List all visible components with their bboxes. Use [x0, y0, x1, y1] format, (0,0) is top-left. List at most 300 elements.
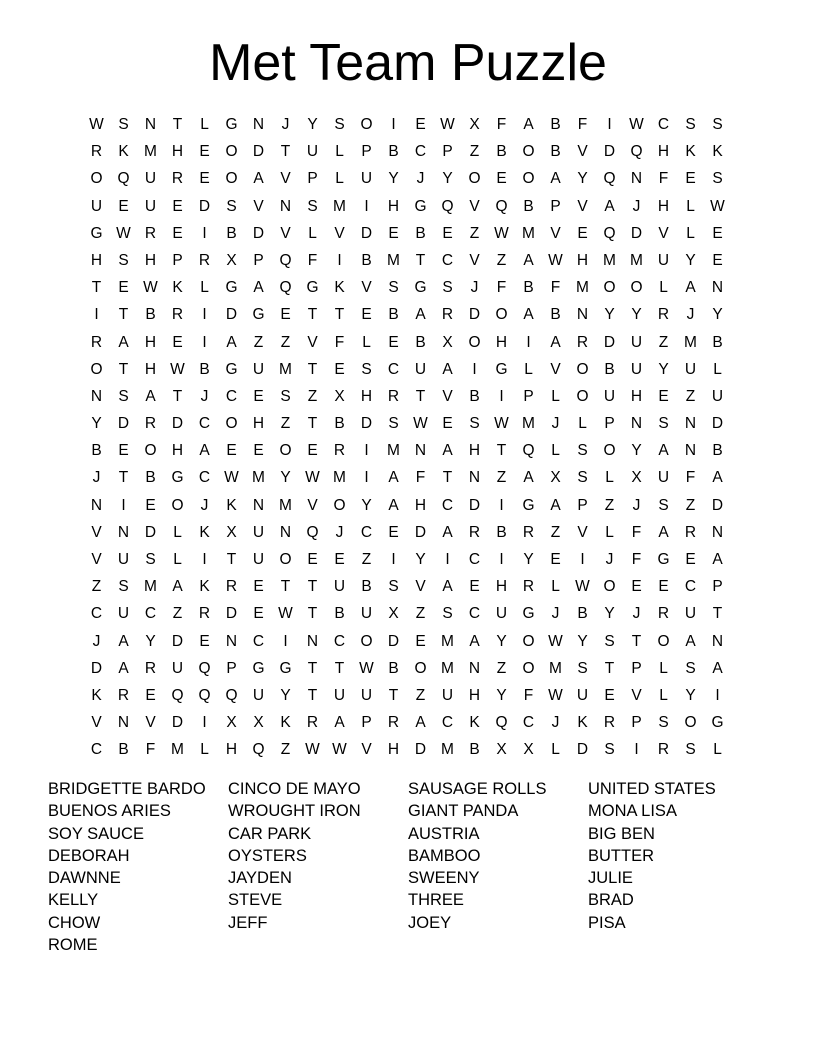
grid-letter: C — [90, 741, 103, 759]
grid-letter: L — [308, 224, 317, 242]
grid-letter: V — [280, 170, 291, 188]
grid-letter: B — [577, 605, 588, 623]
grid-letter: R — [171, 170, 184, 188]
grid-letter: O — [576, 387, 589, 405]
grid-letter: P — [604, 415, 615, 433]
grid-letter: E — [712, 251, 723, 269]
grid-letter: E — [334, 360, 345, 378]
grid-letter: S — [280, 387, 291, 405]
grid-letter: F — [307, 251, 318, 269]
grid-letter: P — [523, 387, 534, 405]
grid-letter: U — [117, 605, 130, 623]
grid-letter: J — [632, 197, 641, 215]
grid-letter: I — [364, 442, 369, 460]
grid-letter: R — [171, 306, 184, 324]
grid-letter: S — [469, 415, 480, 433]
grid-letter: V — [577, 143, 588, 161]
grid-letter: K — [577, 714, 588, 732]
grid-letter: D — [144, 523, 157, 541]
grid-letter: V — [307, 333, 318, 351]
grid-letter: Y — [280, 469, 291, 487]
grid-letter: A — [118, 333, 129, 351]
grid-letter: R — [144, 415, 157, 433]
grid-letter: L — [173, 551, 182, 568]
grid-letter: T — [442, 469, 453, 487]
grid-letter: E — [442, 415, 453, 433]
grid-letter: N — [252, 496, 265, 514]
grid-letter: M — [387, 251, 400, 269]
grid-letter: Y — [712, 306, 723, 324]
grid-letter: P — [712, 578, 723, 596]
grid-letter: K — [712, 143, 723, 161]
grid-letter: D — [468, 306, 481, 324]
grid-letter: H — [144, 333, 157, 351]
grid-letter: V — [577, 197, 588, 215]
grid-letter: Q — [306, 523, 319, 541]
grid-letter: O — [144, 442, 157, 460]
grid-letter: S — [658, 415, 669, 433]
word-list-item: DAWNNE — [48, 869, 121, 888]
grid-letter: N — [711, 279, 724, 297]
grid-letter: J — [632, 605, 641, 623]
grid-letter: E — [388, 333, 399, 351]
grid-letter: L — [659, 279, 668, 297]
grid-letter: R — [333, 442, 346, 460]
grid-letter: Y — [577, 170, 588, 188]
grid-letter: F — [685, 469, 696, 487]
word-list-item: CINCO DE MAYO — [228, 780, 361, 798]
word-list-item: SAUSAGE ROLLS — [408, 780, 547, 798]
grid-letter: V — [361, 741, 372, 759]
grid-letter: M — [441, 632, 454, 650]
grid-letter: V — [280, 224, 291, 242]
grid-letter: V — [550, 360, 561, 378]
grid-letter: V — [91, 551, 102, 568]
grid-letter: S — [118, 387, 129, 405]
grid-letter: G — [495, 360, 508, 378]
grid-letter: E — [307, 551, 318, 568]
grid-letter: X — [226, 251, 237, 269]
grid-letter: U — [252, 551, 265, 568]
grid-letter: O — [522, 632, 535, 650]
grid-letter: I — [202, 551, 207, 568]
grid-letter: O — [225, 170, 238, 188]
grid-letter: Z — [685, 496, 696, 514]
grid-letter: H — [144, 251, 157, 269]
grid-letter: U — [711, 387, 724, 405]
grid-letter: M — [279, 360, 292, 378]
grid-letter: B — [388, 659, 399, 677]
grid-letter: N — [684, 415, 697, 433]
grid-letter: D — [171, 714, 184, 732]
grid-letter: H — [171, 442, 184, 460]
grid-letter: G — [414, 279, 427, 297]
grid-letter: S — [334, 116, 345, 133]
grid-letter: L — [551, 578, 560, 596]
grid-letter: R — [387, 387, 400, 405]
grid-letter: E — [253, 387, 264, 405]
grid-letter: E — [253, 578, 264, 596]
grid-letter: D — [603, 143, 616, 161]
grid-letter: A — [550, 170, 561, 188]
grid-letter: K — [199, 578, 210, 596]
grid-letter: D — [576, 741, 589, 759]
grid-letter: V — [307, 496, 318, 514]
grid-letter: J — [92, 469, 101, 487]
grid-letter: D — [360, 415, 373, 433]
grid-letter: D — [225, 605, 238, 623]
grid-letter: H — [90, 251, 103, 269]
grid-letter: Y — [496, 632, 507, 650]
grid-letter: H — [576, 251, 589, 269]
grid-letter: F — [550, 279, 561, 297]
grid-letter: J — [200, 387, 209, 405]
grid-letter: G — [171, 469, 184, 487]
grid-letter: T — [496, 442, 507, 460]
grid-letter: V — [415, 578, 426, 596]
grid-letter: B — [496, 523, 507, 541]
grid-letter: U — [252, 523, 265, 541]
grid-letter: G — [522, 496, 535, 514]
grid-letter: B — [604, 360, 615, 378]
grid-letter: T — [415, 251, 426, 269]
grid-letter: D — [603, 333, 616, 351]
grid-letter: P — [307, 170, 318, 188]
grid-letter: Z — [91, 578, 102, 596]
grid-letter: D — [414, 523, 427, 541]
grid-letter: A — [172, 578, 183, 596]
grid-letter: V — [550, 224, 561, 242]
grid-letter: I — [94, 306, 99, 324]
grid-letter: T — [307, 360, 318, 378]
grid-letter: Y — [280, 686, 291, 704]
grid-letter: M — [387, 442, 400, 460]
grid-letter: T — [334, 659, 345, 677]
grid-letter: H — [387, 741, 400, 759]
grid-letter: M — [630, 251, 643, 269]
grid-letter: D — [225, 306, 238, 324]
grid-letter: C — [252, 632, 265, 650]
grid-letter: U — [360, 170, 373, 188]
grid-letter: Z — [280, 741, 291, 759]
grid-letter: A — [685, 279, 696, 297]
grid-letter: T — [118, 306, 129, 324]
grid-letter: T — [118, 469, 129, 487]
grid-letter: S — [388, 415, 399, 433]
grid-letter: T — [388, 686, 399, 704]
grid-letter: H — [657, 143, 670, 161]
grid-letter: C — [468, 551, 481, 568]
grid-letter: S — [388, 578, 399, 596]
grid-letter: Z — [685, 387, 696, 405]
grid-letter: I — [364, 197, 369, 215]
word-list-item: KELLY — [48, 891, 99, 910]
grid-letter: E — [442, 224, 453, 242]
grid-letter: O — [603, 279, 616, 297]
grid-letter: Q — [522, 442, 535, 460]
grid-letter: Y — [145, 632, 156, 650]
grid-letter: L — [605, 469, 614, 487]
grid-letter: J — [551, 605, 560, 623]
grid-letter: B — [550, 116, 561, 133]
grid-letter: B — [550, 143, 561, 161]
grid-letter: N — [225, 632, 238, 650]
grid-letter: W — [170, 360, 185, 378]
grid-letter: G — [252, 306, 265, 324]
grid-letter: R — [306, 714, 319, 732]
grid-letter: B — [91, 442, 102, 460]
grid-letter: Y — [388, 170, 399, 188]
grid-letter: R — [387, 714, 400, 732]
grid-letter: I — [445, 551, 450, 568]
grid-letter: R — [441, 306, 454, 324]
grid-letter: A — [658, 442, 669, 460]
grid-letter: D — [468, 496, 481, 514]
grid-letter: H — [495, 333, 508, 351]
grid-letter: K — [685, 143, 696, 161]
grid-letter: L — [578, 415, 587, 433]
grid-letter: W — [548, 251, 563, 269]
grid-letter: Y — [442, 170, 453, 188]
grid-letter: T — [280, 578, 291, 596]
grid-letter: T — [91, 279, 102, 297]
grid-letter: T — [307, 578, 318, 596]
grid-letter: B — [415, 224, 426, 242]
grid-letter: W — [278, 605, 293, 623]
grid-letter: U — [630, 360, 643, 378]
grid-letter: E — [631, 578, 642, 596]
grid-letter: J — [686, 306, 695, 324]
grid-letter: R — [117, 686, 130, 704]
word-list-item: DEBORAH — [48, 846, 130, 865]
grid-letter: O — [225, 143, 238, 161]
grid-letter: T — [307, 686, 318, 704]
grid-letter: P — [631, 714, 642, 732]
grid-letter: K — [334, 279, 345, 297]
grid-letter: O — [657, 632, 670, 650]
grid-letter: G — [225, 360, 238, 378]
grid-letter: F — [415, 469, 426, 487]
grid-letter: G — [90, 224, 103, 242]
grid-letter: O — [522, 143, 535, 161]
grid-letter: W — [305, 469, 320, 487]
grid-letter: H — [468, 686, 481, 704]
grid-letter: G — [522, 605, 535, 623]
grid-letter: W — [332, 741, 347, 759]
grid-letter: K — [199, 523, 210, 541]
grid-letter: E — [469, 578, 480, 596]
grid-letter: Z — [604, 496, 615, 514]
grid-letter: S — [685, 741, 696, 759]
grid-letter: T — [307, 659, 318, 677]
grid-letter: W — [710, 197, 725, 215]
grid-letter: T — [415, 387, 426, 405]
grid-letter: Z — [172, 605, 183, 623]
grid-letter: P — [226, 659, 237, 677]
grid-letter: C — [90, 605, 103, 623]
grid-letter: Z — [496, 251, 507, 269]
word-list-item: JOEY — [408, 913, 452, 932]
word-list-item: MONA LISA — [588, 802, 677, 821]
grid-letter: H — [225, 741, 238, 759]
grid-letter: J — [416, 170, 425, 188]
grid-letter: J — [281, 116, 290, 133]
grid-letter: A — [685, 632, 696, 650]
grid-letter: K — [226, 496, 237, 514]
grid-letter: E — [172, 333, 183, 351]
grid-letter: U — [576, 686, 589, 704]
grid-letter: M — [522, 415, 535, 433]
grid-letter: F — [496, 116, 507, 133]
grid-letter: I — [202, 224, 207, 242]
grid-letter: G — [252, 659, 265, 677]
grid-letter: D — [387, 632, 400, 650]
grid-letter: U — [333, 686, 346, 704]
grid-letter: A — [523, 251, 534, 269]
grid-letter: Q — [117, 170, 130, 188]
grid-letter: E — [280, 306, 291, 324]
grid-letter: P — [253, 251, 264, 269]
grid-letter: Y — [361, 496, 372, 514]
grid-letter: T — [334, 306, 345, 324]
grid-letter: I — [283, 632, 288, 650]
grid-letter: A — [199, 442, 210, 460]
grid-letter: M — [441, 659, 454, 677]
grid-letter: V — [469, 197, 480, 215]
grid-letter: S — [712, 116, 723, 133]
grid-letter: A — [442, 360, 453, 378]
grid-letter: O — [468, 170, 481, 188]
grid-letter: R — [90, 143, 103, 161]
grid-letter: I — [202, 306, 207, 324]
grid-letter: U — [684, 360, 697, 378]
word-list-item: ROME — [48, 936, 98, 955]
grid-letter: W — [494, 415, 509, 433]
grid-letter: C — [468, 605, 481, 623]
word-list-item: CAR PARK — [228, 824, 312, 843]
grid-letter: Q — [495, 197, 508, 215]
grid-letter: H — [144, 360, 157, 378]
grid-letter: B — [550, 306, 561, 324]
grid-letter: C — [441, 496, 454, 514]
grid-letter: E — [685, 551, 696, 568]
grid-letter: I — [202, 714, 207, 732]
grid-letter: E — [253, 442, 264, 460]
word-list-item: AUSTRIA — [408, 824, 480, 843]
grid-letter: D — [117, 415, 130, 433]
grid-letter: E — [172, 224, 183, 242]
grid-letter: A — [442, 442, 453, 460]
grid-letter: X — [550, 469, 561, 487]
grid-letter: L — [200, 279, 209, 297]
word-list-item: SOY SAUCE — [48, 824, 144, 843]
grid-letter: R — [198, 251, 211, 269]
grid-letter: T — [226, 551, 237, 568]
grid-letter: E — [658, 387, 669, 405]
grid-letter: A — [604, 197, 615, 215]
grid-letter: D — [171, 415, 184, 433]
grid-letter: A — [442, 523, 453, 541]
word-list-item: BUTTER — [588, 846, 654, 865]
grid-letter: X — [334, 387, 345, 405]
grid-letter: Q — [279, 279, 292, 297]
grid-letter: H — [657, 197, 670, 215]
grid-letter: T — [172, 387, 183, 405]
grid-letter: C — [144, 605, 157, 623]
grid-letter: I — [526, 333, 531, 351]
grid-letter: U — [306, 143, 319, 161]
grid-letter: R — [468, 523, 481, 541]
grid-letter: I — [580, 551, 585, 568]
grid-letter: E — [577, 224, 588, 242]
grid-letter: N — [630, 170, 643, 188]
grid-letter: J — [92, 632, 101, 650]
grid-letter: X — [388, 605, 399, 623]
grid-letter: C — [414, 143, 427, 161]
grid-letter: H — [387, 197, 400, 215]
grid-letter: Z — [469, 224, 480, 242]
grid-letter: O — [225, 415, 238, 433]
grid-letter: C — [522, 714, 535, 732]
grid-letter: E — [199, 170, 210, 188]
word-list-item: BIG BEN — [588, 824, 655, 843]
grid-letter: N — [144, 116, 157, 133]
grid-letter: S — [442, 279, 453, 297]
grid-letter: R — [603, 714, 616, 732]
grid-letter: V — [658, 224, 669, 242]
grid-letter: A — [415, 714, 426, 732]
grid-letter: K — [172, 279, 183, 297]
grid-letter: L — [605, 523, 614, 541]
grid-letter: Z — [469, 143, 480, 161]
grid-letter: R — [522, 578, 535, 596]
grid-letter: E — [415, 632, 426, 650]
grid-letter: A — [550, 333, 561, 351]
grid-letter: A — [388, 496, 399, 514]
grid-letter: T — [307, 605, 318, 623]
grid-letter: B — [334, 605, 345, 623]
grid-letter: R — [90, 333, 103, 351]
grid-letter: Q — [630, 143, 643, 161]
grid-letter: J — [632, 496, 641, 514]
grid-letter: M — [333, 469, 346, 487]
grid-letter: W — [305, 741, 320, 759]
grid-letter: E — [388, 224, 399, 242]
grid-letter: A — [253, 170, 264, 188]
grid-letter: Q — [198, 659, 211, 677]
grid-letter: S — [118, 251, 129, 269]
grid-letter: V — [631, 686, 642, 704]
grid-letter: D — [414, 741, 427, 759]
grid-letter: D — [252, 224, 265, 242]
word-list-item: STEVE — [228, 891, 283, 910]
grid-letter: I — [391, 551, 396, 568]
grid-letter: B — [145, 469, 156, 487]
grid-letter: O — [90, 360, 103, 378]
grid-letter: Z — [361, 551, 372, 568]
grid-letter: I — [121, 496, 126, 514]
grid-letter: U — [117, 551, 130, 568]
grid-letter: G — [225, 116, 238, 133]
grid-letter: O — [279, 442, 292, 460]
grid-letter: U — [252, 360, 265, 378]
grid-letter: V — [469, 251, 480, 269]
grid-letter: G — [279, 659, 292, 677]
grid-letter: Y — [631, 306, 642, 324]
grid-letter: I — [337, 251, 342, 269]
grid-letter: B — [712, 333, 723, 351]
grid-letter: F — [496, 279, 507, 297]
